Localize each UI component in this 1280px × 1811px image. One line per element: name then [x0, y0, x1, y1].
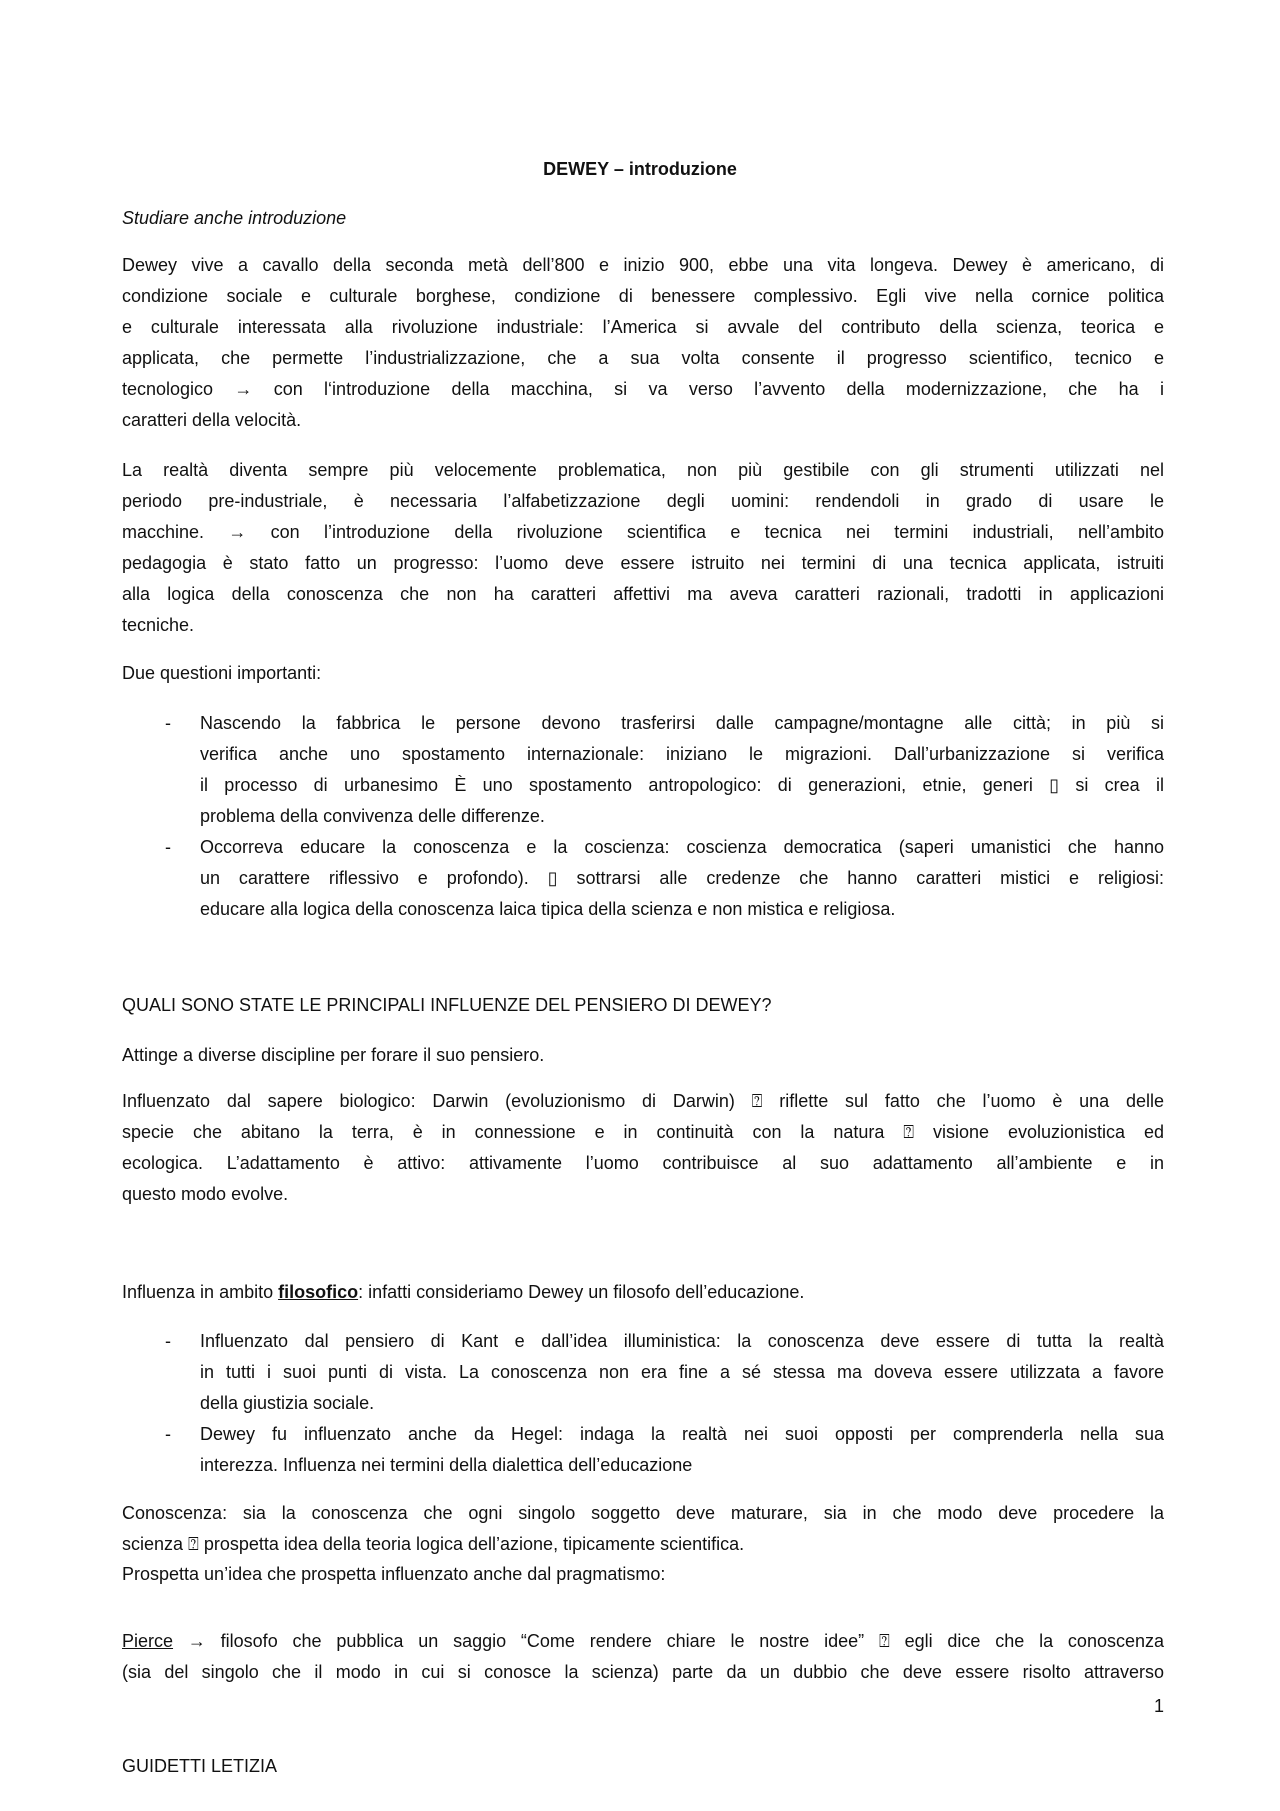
- filosofico-after: : infatti consideriamo Dewey un filosofo dell’educazione.: [358, 1282, 805, 1302]
- paragraph-filosofico: [122, 1277, 1164, 1308]
- filosofico-keyword: filosofico: [278, 1282, 359, 1302]
- text-line: in tutti i suoi punti di vista. La conoscenza non era fine a sé stessa ma doveva essere utilizzata a favore: [200, 1362, 1164, 1382]
- bullet-dash: -: [165, 837, 171, 857]
- text-line: caratteri della velocità.: [122, 410, 302, 430]
- bullet-list-questioni: [122, 708, 1164, 925]
- text-line: Nascendo la fabbrica le persone devono trasferirsi dalle campagne/montagne alle città; in più si: [200, 713, 1164, 733]
- paragraph-intro: [122, 250, 1164, 436]
- bullet-item: [122, 1419, 1164, 1481]
- page-number: 1: [1153, 1696, 1164, 1716]
- text-line: tecniche.: [122, 615, 195, 635]
- text-line: tecnologico → con l‘introduzione della macchina, si va verso l’avvento della modernizzazione, che ha i: [122, 379, 1164, 399]
- pierce-name: Pierce: [122, 1631, 174, 1651]
- text-line: questo modo evolve.: [122, 1184, 289, 1204]
- paragraph-darwin: [122, 1086, 1164, 1210]
- bullet-item: [122, 1326, 1164, 1419]
- document-title: DEWEY – introduzione: [543, 159, 737, 179]
- text-line: pedagogia è stato fatto un progresso: l’uomo deve essere istruito nei termini di una tecnica applicata, istruiti: [122, 553, 1164, 573]
- text-line: Occorreva educare la conoscenza e la coscienza: coscienza democratica (saperi umanistici che hanno: [200, 837, 1164, 857]
- pierce-line2: (sia del singolo che il modo in cui si conosce la scienza) parte da un dubbio che deve essere risolto attraverso: [122, 1662, 1164, 1682]
- bullet-dash: -: [165, 1331, 171, 1351]
- text-line: un carattere riflessivo e profondo). ▯ sottrarsi alle credenze che hanno caratteri mistici e religiosi:: [200, 868, 1164, 888]
- text-line: Dewey vive a cavallo della seconda metà dell’800 e inizio 900, ebbe una vita longeva. Dewey è americano, di: [122, 255, 1164, 275]
- paragraph-attinge: Attinge a diverse discipline per forare il suo pensiero.: [122, 1045, 545, 1065]
- pierce-text: → filosofo che pubblica un saggio “Come rendere chiare le nostre idee” ⍰ egli dice che la conoscenza: [173, 1631, 1164, 1651]
- bullet-dash: -: [165, 1424, 171, 1444]
- subtitle-note: Studiare anche introduzione: [122, 208, 347, 228]
- text-line: specie che abitano la terra, è in connessione e in continuità con la natura ⍰ visione evoluzionistica ed: [122, 1122, 1164, 1142]
- text-line: alla logica della conoscenza che non ha caratteri affettivi ma aveva caratteri razionali, tradotti in applicazioni: [122, 584, 1164, 604]
- text-line: il processo di urbanesimo È uno spostamento antropologico: di generazioni, etnie, generi ▯ si crea il: [200, 775, 1164, 795]
- text-line: La realtà diventa sempre più velocemente problematica, non più gestibile con gli strumenti utilizzati nel: [122, 460, 1164, 480]
- text-line: Dewey fu influenzato anche da Hegel: indaga la realtà nei suoi opposti per comprenderla nella sua: [200, 1424, 1164, 1444]
- text-line: macchine. → con l’introduzione della rivoluzione scientifica e tecnica nei termini industriali, nell’ambito: [122, 522, 1164, 542]
- text-line: interezza. Influenza nei termini della dialettica dell’educazione: [200, 1455, 693, 1475]
- section-heading: QUALI SONO STATE LE PRINCIPALI INFLUENZE DEL PENSIERO DI DEWEY?: [122, 995, 772, 1015]
- paragraph-prospetta: Prospetta un’idea che prospetta influenzato anche dal pragmatismo:: [122, 1564, 666, 1584]
- filosofico-before: Influenza in ambito: [122, 1282, 279, 1302]
- text-line: problema della convivenza delle differenze.: [200, 806, 545, 826]
- text-line: applicata, che permette l’industrializzazione, che a sua volta consente il progresso scientifico, tecnico e: [122, 348, 1164, 368]
- text-line: Conoscenza: sia la conoscenza che ogni singolo soggetto deve maturare, sia in che modo deve procedere la: [122, 1503, 1164, 1523]
- bullet-item: [122, 708, 1164, 832]
- text-line: Influenzato dal sapere biologico: Darwin (evoluzionismo di Darwin) ⍰ riflette sul fatto che l’uomo è una delle: [122, 1091, 1164, 1111]
- text-line: condizione sociale e culturale borghese, condizione di benessere complessivo. Egli vive nella cornice politica: [122, 286, 1164, 306]
- text-line: scienza ⍰ prospetta idea della teoria logica dell’azione, tipicamente scientifica.: [122, 1534, 745, 1554]
- bullet-dash: -: [165, 713, 171, 733]
- paragraph-conoscenza: [122, 1498, 1164, 1560]
- bullet-list-filosofico: [122, 1326, 1164, 1481]
- text-line: periodo pre-industriale, è necessaria l’alfabetizzazione degli uomini: rendendoli in grado di usare le: [122, 491, 1164, 511]
- paragraph-pierce: [122, 1626, 1164, 1688]
- text-line: ecologica. L’adattamento è attivo: attivamente l’uomo contribuisce al suo adattamento all’ambiente e in: [122, 1153, 1164, 1173]
- text-line: della giustizia sociale.: [200, 1393, 375, 1413]
- text-line: Influenzato dal pensiero di Kant e dall’idea illuministica: la conoscenza deve essere di tutta la realtà: [200, 1331, 1164, 1351]
- text-line: verifica anche uno spostamento internazionale: iniziano le migrazioni. Dall’urbanizzazione si verifica: [200, 744, 1164, 764]
- text-line: educare alla logica della conoscenza laica tipica della scienza e non mistica e religiosa.: [200, 899, 896, 919]
- text-line: e culturale interessata alla rivoluzione industriale: l’America si avvale del contributo della scienza, teorica e: [122, 317, 1164, 337]
- bullet-item: [122, 832, 1164, 925]
- paragraph-realta: [122, 455, 1164, 641]
- due-questioni-label: Due questioni importanti:: [122, 663, 322, 683]
- footer-author: GUIDETTI LETIZIA: [122, 1756, 278, 1776]
